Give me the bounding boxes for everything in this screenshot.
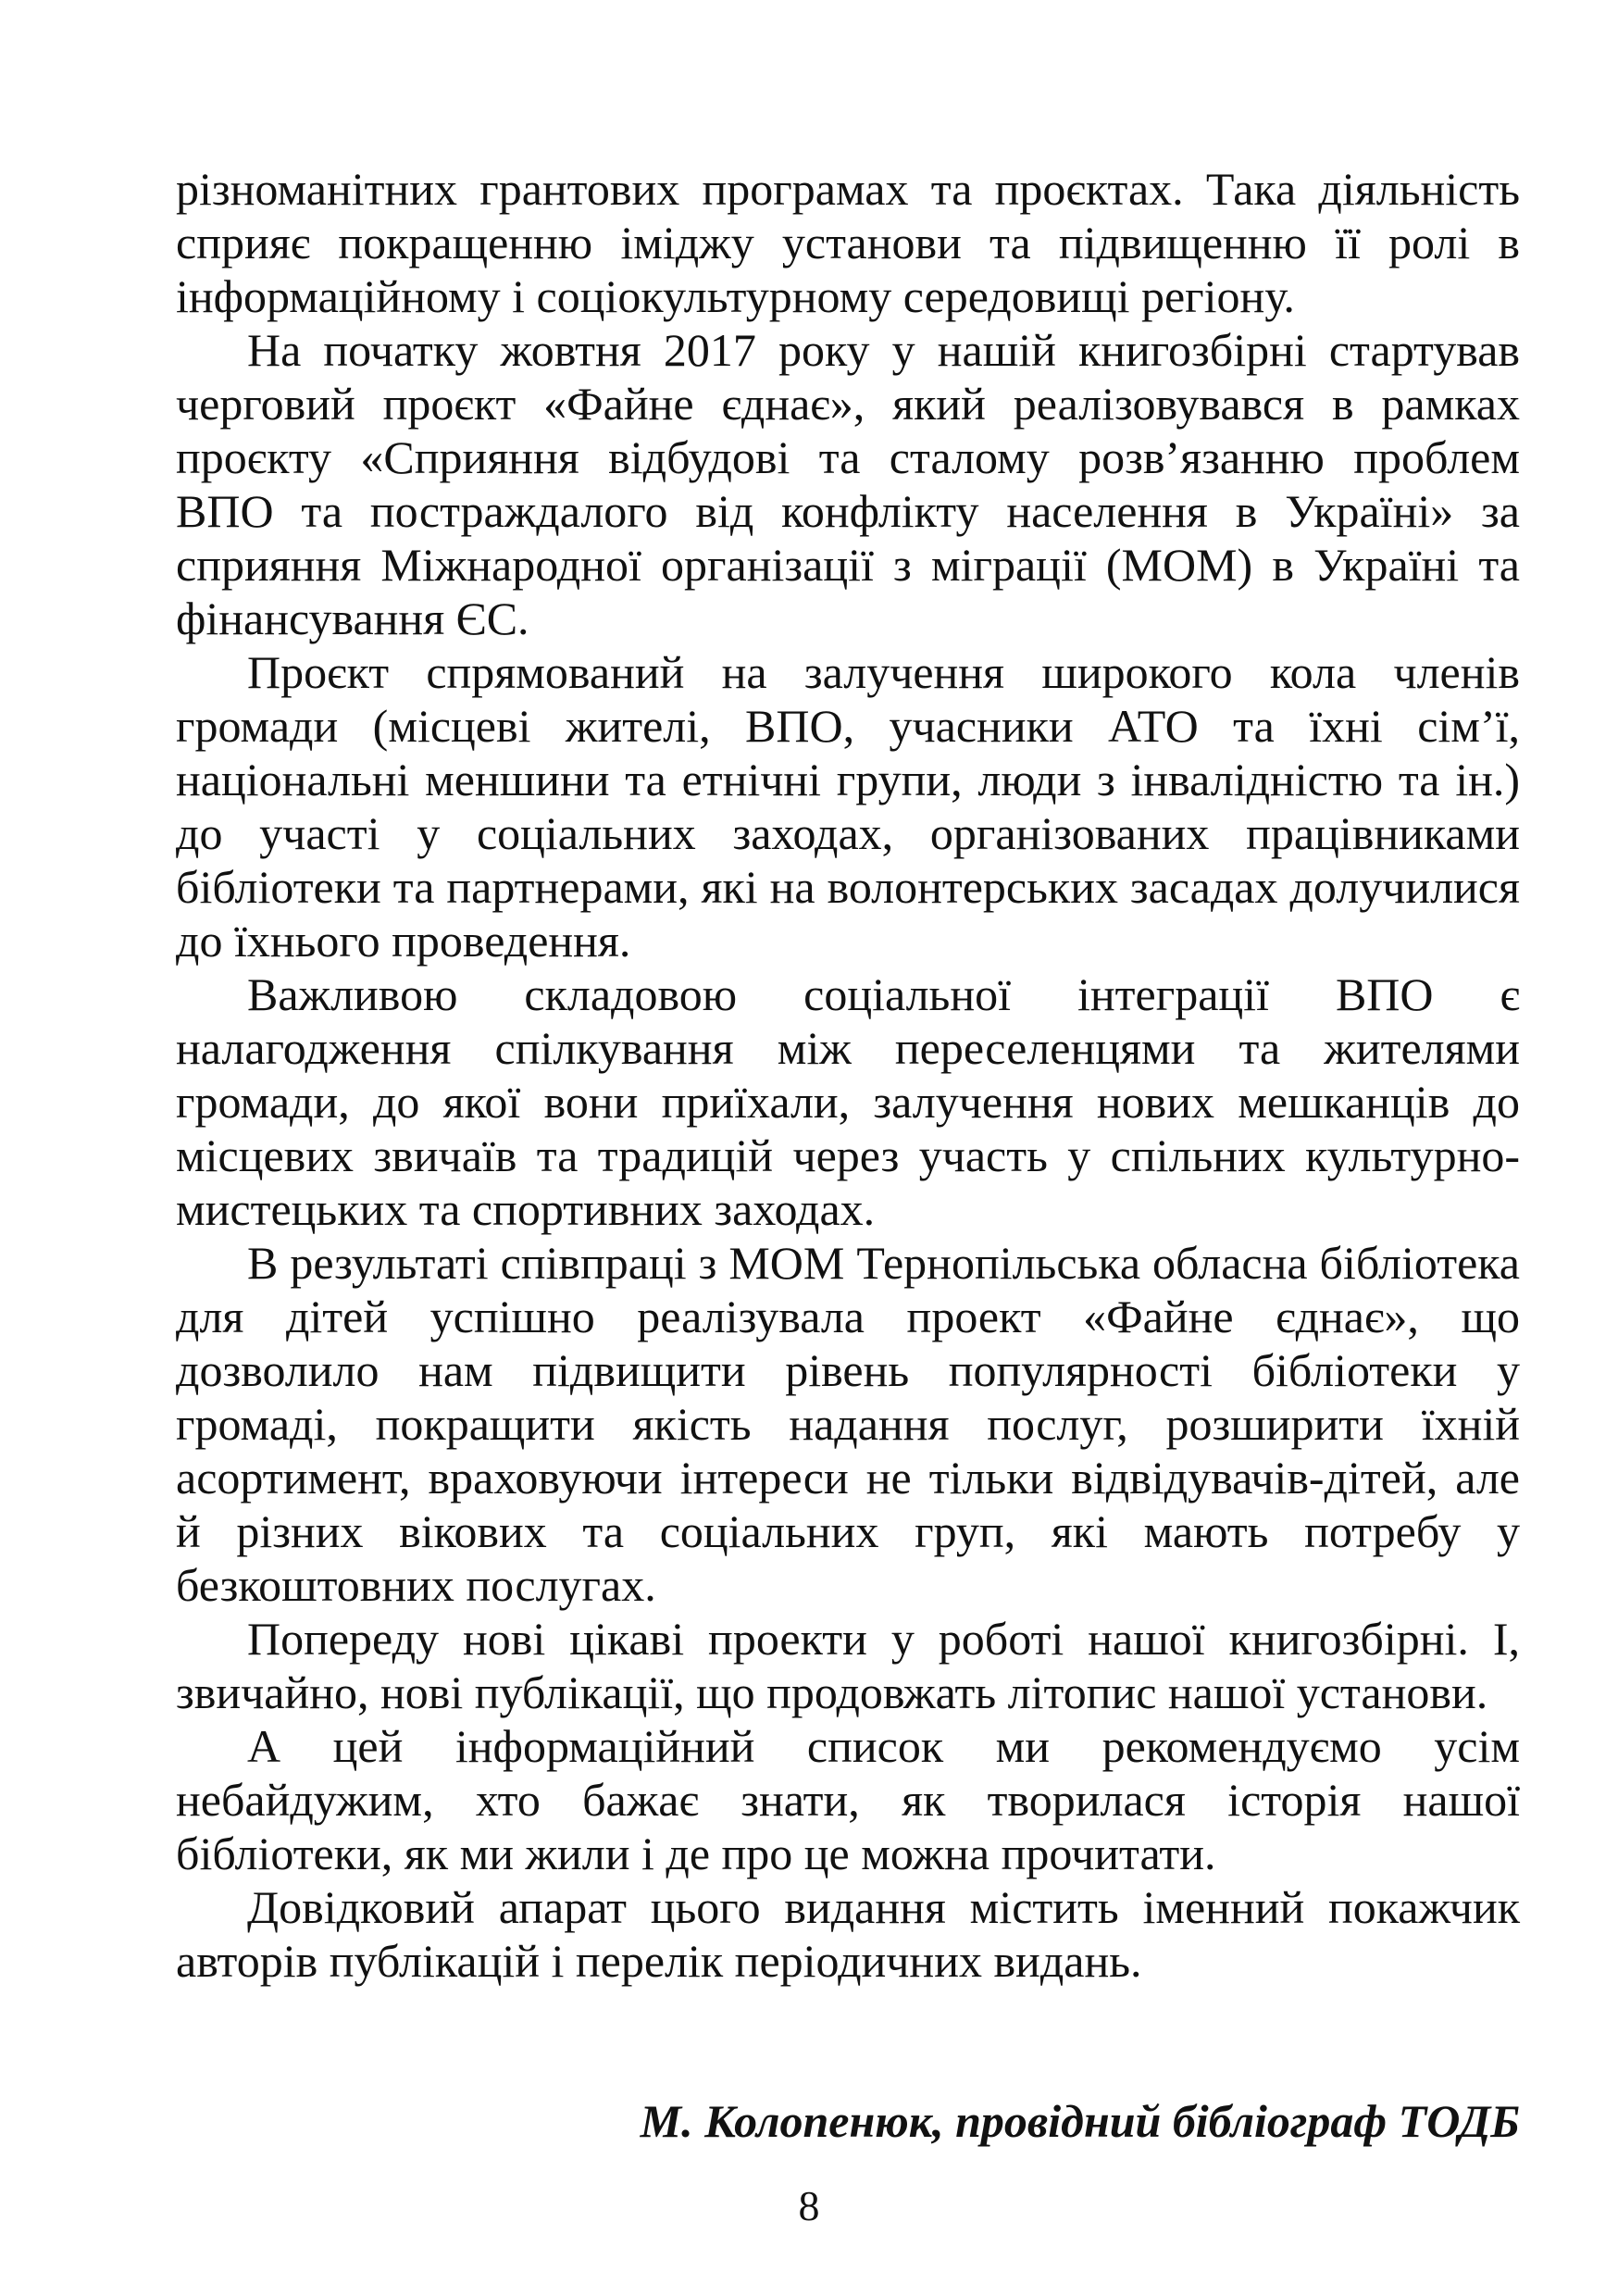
author-signature: М. Колопенюк, провідний бібліограф ТОДБ — [640, 2095, 1520, 2147]
paragraph-reference-apparatus: Довідковий апарат цього видання містить іменний покажчик авторів публікацій і перелік періодичних видань. — [176, 1881, 1520, 1987]
body-text — [176, 162, 1520, 1988]
paragraph-recommendation: А цей інформаційний список ми рекомендуємо усім небайдужим, хто бажає знати, як творилася історія нашої бібліотеки, як ми жили і де про це можна прочитати. — [176, 1720, 1520, 1879]
page-number: 8 — [798, 2182, 820, 2229]
paragraph-project-start: На початку жовтня 2017 року у нашій книгозбірні стартував черговий проєкт «Файне єднає», який реалізовувався в рамках проєкту «Сприяння відбудові та сталому розв’язанню проблем ВПО та постраждалого від конфлікту населення в Україні» за сприяння Міжнародної організації з міграції (МОМ) в Україні та фінансування ЄС. — [176, 324, 1520, 644]
paragraph-future-projects: Попереду нові цікаві проекти у роботі нашої книгозбірні. І, звичайно, нові публікації, що продовжать літопис нашої установи. — [176, 1613, 1520, 1718]
paragraph-continuation: різноманітних грантових програмах та проєктах. Така діяльність сприяє покращенню іміджу установи та підвищенню її ролі в інформаційному і соціокультурному середовищі регіону. — [176, 163, 1520, 322]
paragraph-project-goal: Проєкт спрямований на залучення широкого кола членів громади (місцеві жителі, ВПО, учасники АТО та їхні сім’ї, національні меншини та етнічні групи, люди з інвалідністю та ін.) до участі у соціальних заходах, організованих працівниками бібліотеки та партнерами, які на волонтерських засадах долучилися до їхнього проведення. — [176, 646, 1520, 967]
paragraph-integration: Важливою складовою соціальної інтеграції ВПО є налагодження спілкування між переселенцями та жителями громади, до якої вони приїхали, залучення нових мешканців до місцевих звичаїв та традицій через участь у спільних культурно-мистецьких та спортивних заходах. — [176, 968, 1520, 1235]
paragraph-results: В результаті співпраці з МОМ Тернопільська обласна бібліотека для дітей успішно реалізувала проект «Файне єднає», що дозволило нам підвищити рівень популярності бібліотеки у громаді, покращити якість надання послуг, розширити їхній асортимент, враховуючи інтереси не тільки відвідувачів-дітей, але й різних вікових та соціальних груп, які мають потребу у безкоштовних послугах. — [176, 1237, 1520, 1611]
